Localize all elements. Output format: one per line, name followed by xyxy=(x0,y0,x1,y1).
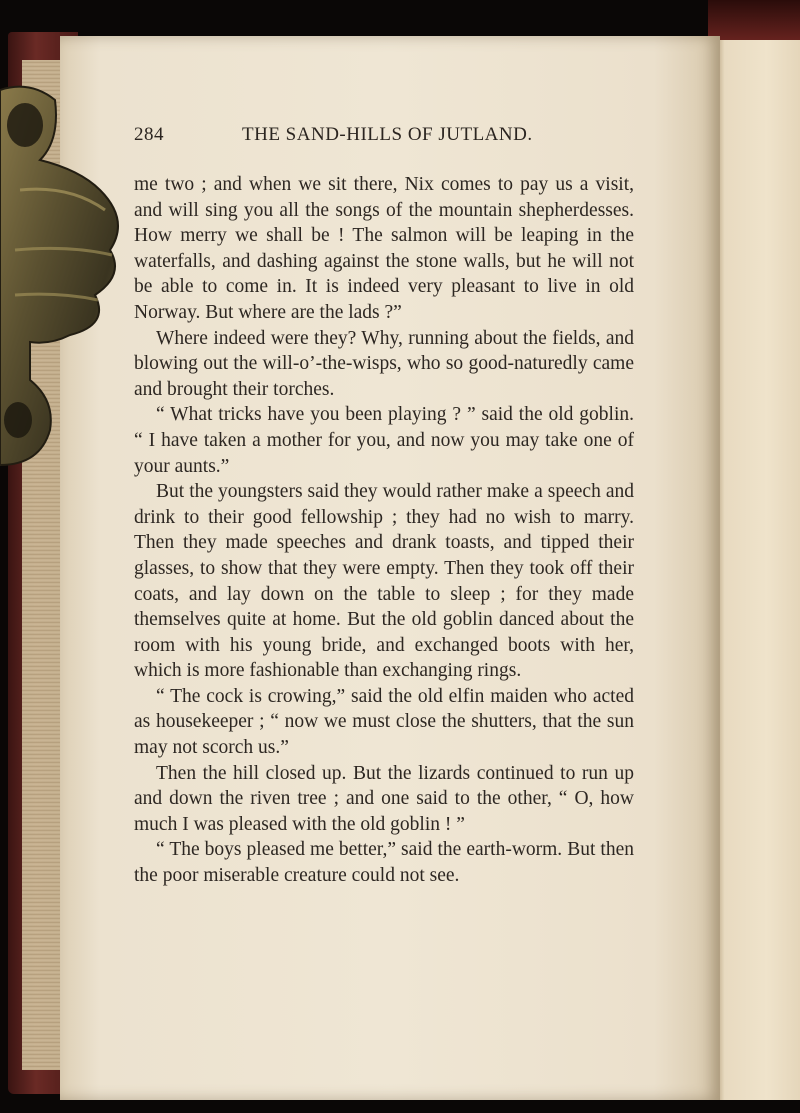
paragraph: But the youngsters said they would rather make a speech and drink to their good fellowship ; they had no wish to marry. Then they made speeches and drank toasts, and tipped their glasses, to show that they were empty. Then they took off their coats, and lay down on the table to sleep ; for they made themselves quite at home. But the old goblin danced about the room with his young bride, and exchanged boots with her, which is more fashionable than exchanging rings. xyxy=(134,481,634,682)
paragraph: me two ; and when we sit there, Nix comes to pay us a visit, and will sing you all the songs of the mountain shepherdesses. How merry we shall be ! The salmon will be leaping in the waterfalls, and dashing against the stone walls, but he will not be able to come in. It is indeed very pleasant to live in old Norway. But where are the lads ?” xyxy=(134,174,634,323)
body-text xyxy=(134,172,634,889)
paragraph: “ The boys pleased me better,” said the earth-worm. But then the poor miserable creature could not see. xyxy=(134,839,634,887)
running-title: THE SAND-HILLS OF JUTLAND. xyxy=(242,124,533,145)
running-header xyxy=(134,124,654,154)
page-number: 284 xyxy=(134,124,164,145)
paragraph: Where indeed were they? Why, running about the fields, and blowing out the will-o’-the-wisps, who so good-naturedly came and brought their torches. xyxy=(134,327,634,400)
book-cover-right xyxy=(708,0,800,44)
facing-page xyxy=(712,40,800,1100)
brass-clasp-icon xyxy=(0,80,135,470)
paragraph: Then the hill closed up. But the lizards continued to run up and down the riven tree ; and one said to the other, “ O, how much I was pleased with the old goblin ! ” xyxy=(134,762,634,835)
paragraph: “ The cock is crowing,” said the old elfin maiden who acted as housekeeper ; “ now we must close the shutters, that the sun may not scorch us.” xyxy=(134,685,634,759)
paragraph: “ What tricks have you been playing ? ” said the old goblin. “ I have taken a mother for you, and now you may take one of your aunts.” xyxy=(134,404,634,477)
